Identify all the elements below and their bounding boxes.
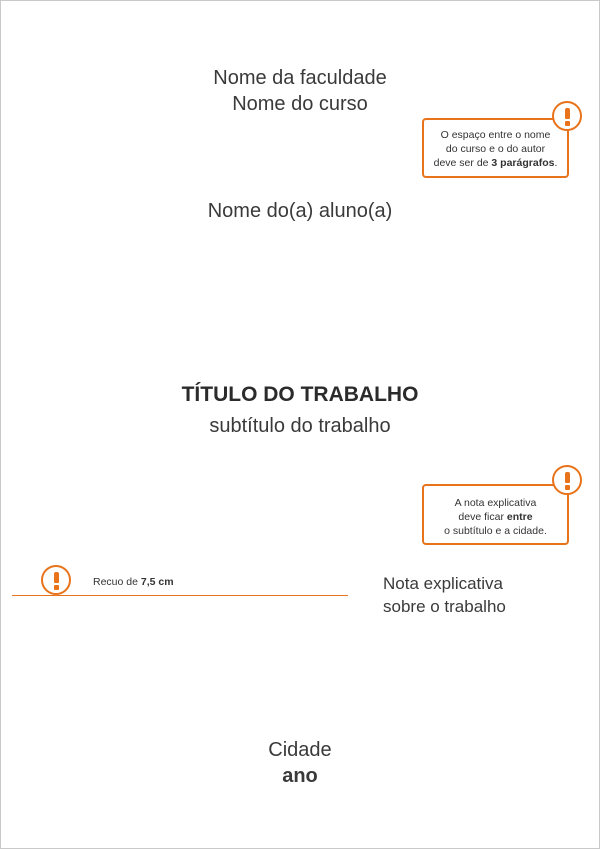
tip-line — [424, 510, 567, 524]
explanatory-note — [383, 572, 506, 618]
tip-bold-text: 3 parágrafos — [491, 157, 555, 169]
city: Cidade — [268, 739, 332, 761]
tip-author-spacing — [422, 118, 569, 178]
tip-note-position — [422, 484, 569, 545]
alert-icon — [552, 101, 582, 131]
tip-text: deve ficar — [458, 511, 507, 523]
note-line: sobre o trabalho — [383, 597, 506, 616]
author-name: Nome do(a) aluno(a) — [207, 200, 393, 222]
tip-bold-text: entre — [506, 511, 533, 523]
work-title: TÍTULO DO TRABALHO — [181, 383, 419, 406]
indent-text: Recuo de — [93, 576, 141, 588]
alert-icon — [552, 465, 582, 495]
note-line: Nota explicativa — [383, 574, 504, 593]
tip-line: A nota explicativa — [454, 497, 537, 509]
course-name: Nome do curso — [232, 93, 368, 115]
work-subtitle: subtítulo do trabalho — [209, 415, 391, 437]
indent-bold-text: 7,5 cm — [140, 576, 174, 588]
tip-line — [424, 156, 567, 170]
faculty-name: Nome da faculdade — [213, 67, 387, 89]
tip-line: do curso e o do autor — [445, 143, 546, 155]
indent-line — [12, 595, 348, 596]
year: ano — [282, 765, 318, 787]
tip-text: . — [554, 157, 558, 169]
tip-text: deve ser de — [433, 157, 492, 169]
tip-line: o subtítulo e a cidade. — [444, 525, 547, 537]
tip-line: O espaço entre o nome — [440, 129, 551, 141]
indent-label — [93, 576, 174, 588]
alert-icon — [41, 565, 71, 595]
